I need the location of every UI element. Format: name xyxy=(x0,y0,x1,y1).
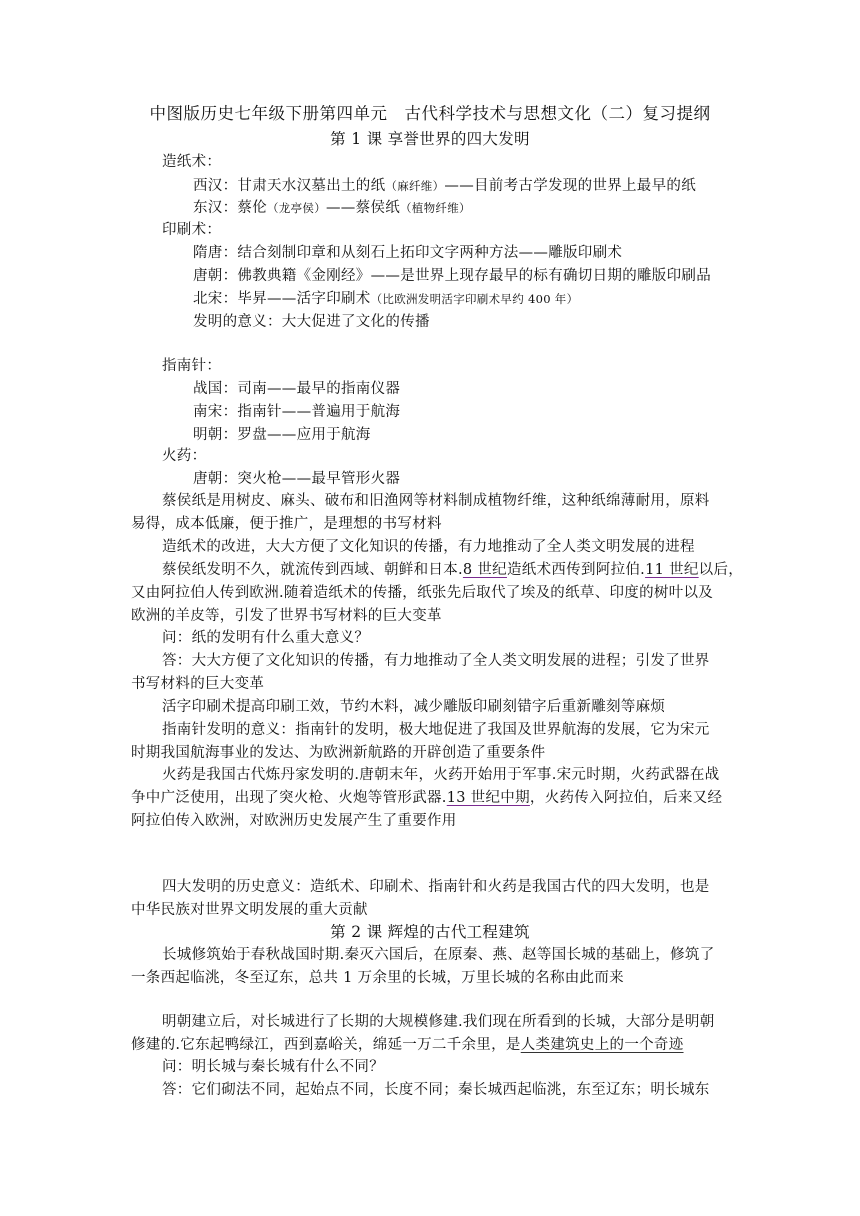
beisong-note: （比欧洲发明活字印刷术早约 400 年） xyxy=(370,292,579,306)
lesson-2-heading: 第 2 课 辉煌的古代工程建筑 xyxy=(330,923,530,941)
paper-xihan-line xyxy=(193,176,696,196)
donghan-note-2: （植物纤维） xyxy=(400,201,471,215)
answer-line: 答：它们砌法不同，起始点不同，长度不同；秦长城西起临洮，东至辽东；明长城东 xyxy=(162,1082,710,1098)
question-line: 问：纸的发明有什么重大意义？ xyxy=(162,630,370,646)
paragraph-line: 又由阿拉伯人传到欧洲.随着造纸术的传播，纸张先后取代了埃及的纸草、印度的树叶以及 xyxy=(131,585,714,601)
printing-heading: 印刷术： xyxy=(162,222,222,238)
underlined-date: 13 世纪中期 xyxy=(446,790,530,806)
donghan-text-2: ——蔡侯纸 xyxy=(326,200,400,216)
paragraph-line: 易得，成本低廉，便于推广，是理想的书写材料 xyxy=(131,516,442,532)
paragraph-line: 火药是我国古代炼丹家发明的.唐朝末年，火药开始用于军事.宋元时期，火药武器在战 xyxy=(162,767,720,783)
question-line: 问：明长城与秦长城有什么不同？ xyxy=(162,1059,384,1075)
paragraph-line: 明朝建立后，对长城进行了长期的大规模修建.我们现在所看到的长城，大部分是明朝 xyxy=(162,1014,715,1030)
printing-beisong-line xyxy=(193,289,578,309)
compass-heading: 指南针： xyxy=(162,358,222,374)
xihan-text-2: ——目前考古学发现的世界上最早的纸 xyxy=(444,178,697,194)
paragraph-line: 中华民族对世界文明发展的重大贡献 xyxy=(131,902,368,918)
compass-nansong-line: 南宋：指南针——普遍用于航海 xyxy=(193,404,401,420)
paragraph-line: 阿拉伯传入欧洲，对欧洲历史发展产生了重要作用 xyxy=(131,813,457,829)
printing-suitang-line: 隋唐：结合刻制印章和从刻石上拓印文字两种方法——雕版印刷术 xyxy=(193,245,623,261)
beisong-text: 北宋：毕昇——活字印刷术 xyxy=(193,291,371,307)
paragraph-line: 蔡侯纸发明不久，就流传到西域、朝鲜和日本.8 世纪造纸术西传到阿拉伯.11 世纪以后， xyxy=(162,562,744,578)
xihan-text: 西汉：甘肃天水汉墓出土的纸 xyxy=(193,178,386,194)
answer-line: 答：大大方便了文化知识的传播，有力地推动了全人类文明发展的进程；引发了世界 xyxy=(162,653,710,669)
document-title: 中图版历史七年级下册第四单元 古代科学技术与思想文化（二）复习提纲 xyxy=(149,104,711,123)
paper-donghan-line xyxy=(193,198,471,218)
compass-ming-line: 明朝：罗盘——应用于航海 xyxy=(193,427,371,443)
donghan-note-1: （龙亭侯） xyxy=(267,201,326,215)
xihan-note: （麻纤维） xyxy=(385,179,445,193)
underlined-date: 8 世纪 xyxy=(462,562,507,578)
paragraph-line: 修建的.它东起鸭绿江，西到嘉峪关，绵延一万二千余里，是人类建筑史上的一个奇迹 xyxy=(131,1037,684,1053)
paragraph-line: 时期我国航海事业的发达、为欧洲新航路的开辟创造了重要条件 xyxy=(131,745,546,761)
paragraph-line: 指南针发明的意义：指南针的发明，极大地促进了我国及世界航海的发展，它为宋元 xyxy=(162,722,710,738)
compass-zhanguo-line: 战国：司南——最早的指南仪器 xyxy=(193,381,401,397)
paragraph-line: 造纸术的改进，大大方便了文化知识的传播，有力地推动了全人类文明发展的进程 xyxy=(162,539,695,555)
printing-tang-line: 唐朝：佛教典籍《金刚经》——是世界上现存最早的标有确切日期的雕版印刷品 xyxy=(193,268,711,284)
underlined-phrase: 人类建筑史上的一个奇迹 xyxy=(520,1037,684,1053)
paper-heading: 造纸术： xyxy=(162,154,222,170)
paragraph-line: 四大发明的历史意义：造纸术、印刷术、指南针和火药是我国古代的四大发明，也是 xyxy=(162,879,710,895)
paragraph-line: 蔡侯纸是用树皮、麻头、破布和旧渔网等材料制成植物纤维，这种纸绵薄耐用，原料 xyxy=(162,493,710,509)
paragraph-line: 长城修筑始于春秋战国时期.秦灭六国后，在原秦、燕、赵等国长城的基础上，修筑了 xyxy=(162,947,715,963)
printing-significance-line: 发明的意义：大大促进了文化的传播 xyxy=(193,314,430,330)
paragraph-line: 活字印刷术提高印刷工效，节约木料，减少雕版印刷刻错字后重新雕刻等麻烦 xyxy=(162,699,666,715)
gunpowder-heading: 火药： xyxy=(162,448,207,464)
donghan-text: 东汉：蔡伦 xyxy=(193,200,267,216)
lesson-1-heading: 第 1 课 享誉世界的四大发明 xyxy=(330,130,530,148)
paragraph-line: 一条西起临洮，冬至辽东，总共 1 万余里的长城，万里长城的名称由此而来 xyxy=(131,970,624,986)
paragraph-line: 欧洲的羊皮等，引发了世界书写材料的巨大变革 xyxy=(131,608,442,624)
paragraph-line: 争中广泛使用，出现了突火枪、火炮等管形武器.13 世纪中期，火药传入阿拉伯，后来又经 xyxy=(131,790,723,806)
answer-line: 书写材料的巨大变革 xyxy=(131,676,265,692)
gunpowder-tang-line: 唐朝：突火枪——最早管形火器 xyxy=(193,471,401,487)
underlined-date: 11 世纪 xyxy=(645,562,699,578)
